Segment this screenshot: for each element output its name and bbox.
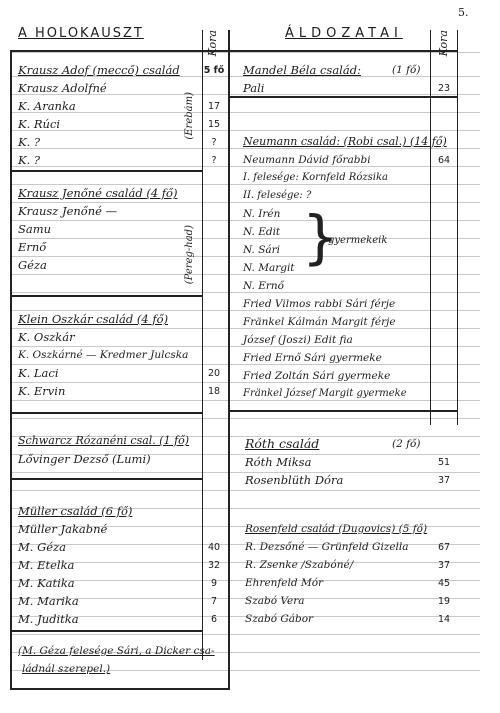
member-name: Fried Ernő Sári gyermeke bbox=[243, 352, 382, 364]
member-age: 51 bbox=[437, 457, 451, 468]
member-name: Samu bbox=[18, 222, 52, 236]
member-age: 40 bbox=[207, 542, 221, 553]
member-name: I. felesége: Kornfeld Rózsika bbox=[243, 172, 388, 183]
member-name: K. Aranka bbox=[18, 99, 76, 113]
member-name: R. Zsenke /Szabóné/ bbox=[245, 559, 354, 571]
member-name: K. ? bbox=[18, 135, 41, 149]
member-name: M. Géza bbox=[18, 540, 66, 554]
member-age: 20 bbox=[207, 368, 221, 379]
member-age: ? bbox=[211, 155, 217, 166]
member-name: K. Rúci bbox=[18, 117, 61, 131]
member-name: Fränkel József Margit gyermeke bbox=[243, 388, 407, 399]
member-name: K. ? bbox=[18, 153, 41, 167]
left-column-header: A HOLOKAUSZT bbox=[18, 26, 144, 41]
member-name: Fried Zoltán Sári gyermeke bbox=[243, 370, 391, 382]
family-title: Rosenfeld család (Dugovics) (5 fő) bbox=[245, 523, 428, 535]
family-title: Müller család (6 fő) bbox=[18, 504, 133, 518]
family-title: Krausz Adof (meccő) család bbox=[18, 63, 180, 77]
member-name: Szabó Gábor bbox=[245, 613, 314, 625]
member-age: 7 bbox=[210, 596, 218, 607]
member-name: K. Oszkár bbox=[18, 330, 75, 344]
member-name: M. Juditka bbox=[18, 612, 79, 626]
member-age: 9 bbox=[210, 578, 218, 589]
member-name: Szabó Vera bbox=[245, 595, 305, 607]
member-name: II. felesége: ? bbox=[243, 190, 312, 201]
member-name: Ehrenfeld Mór bbox=[245, 577, 324, 589]
member-name: K. Ervin bbox=[18, 384, 66, 398]
member-age: ? bbox=[211, 137, 217, 148]
side-note: (Erebám) bbox=[184, 92, 195, 140]
member-age: 18 bbox=[207, 386, 221, 397]
family-count: 5 fő bbox=[203, 65, 225, 76]
member-name: Pali bbox=[243, 81, 265, 95]
member-age: 23 bbox=[437, 83, 451, 94]
family-title: Krausz Jenőné család (4 fő) bbox=[18, 186, 178, 200]
member-name: Neumann Dávid főrabbi bbox=[243, 154, 371, 166]
member-name: Géza bbox=[18, 258, 47, 272]
member-age: 15 bbox=[207, 119, 221, 130]
children-brace: } bbox=[302, 203, 339, 271]
member-age: 67 bbox=[437, 542, 451, 553]
member-name: Krausz Jenőné — bbox=[18, 204, 118, 218]
right-kora-header: Kora bbox=[437, 30, 450, 57]
member-name: N. Ernő bbox=[243, 280, 284, 292]
family-title: Mandel Béla család: bbox=[243, 63, 361, 77]
member-age: 17 bbox=[207, 101, 221, 112]
member-name: R. Dezsőné — Grünfeld Gizella bbox=[245, 541, 409, 553]
family-title: Róth család bbox=[245, 436, 320, 451]
family-title: Klein Oszkár család (4 fő) bbox=[18, 312, 169, 326]
member-age: 32 bbox=[207, 560, 221, 571]
member-name: N. Irén bbox=[243, 208, 281, 220]
family-count: (1 fő) bbox=[392, 64, 421, 76]
member-name: Lővinger Dezső (Lumi) bbox=[18, 452, 151, 466]
member-age: 45 bbox=[437, 578, 451, 589]
member-name: Fried Vilmos rabbi Sári férje bbox=[243, 298, 396, 310]
member-age: 14 bbox=[437, 614, 451, 625]
member-age: 19 bbox=[437, 596, 451, 607]
member-name: K. Laci bbox=[18, 366, 59, 380]
left-kora-header: Kora bbox=[206, 30, 219, 57]
member-name: M. Marika bbox=[18, 594, 79, 608]
family-count: (2 fő) bbox=[392, 438, 421, 450]
side-note: (Pereg-had) bbox=[184, 225, 195, 285]
brace-label: gyermekeik bbox=[328, 235, 388, 246]
footnote-line: ládnál szerepel.) bbox=[22, 663, 111, 675]
right-column-header: ÁLDOZATAI bbox=[285, 26, 403, 41]
member-name: M. Katika bbox=[18, 576, 75, 590]
member-name: Róth Miksa bbox=[245, 455, 312, 469]
member-name: József (Joszi) Edit fia bbox=[243, 334, 353, 346]
footnote-line: (M. Géza felesége Sári, a Dicker csa- bbox=[18, 645, 215, 657]
member-age: 64 bbox=[437, 155, 451, 166]
member-name: N. Margit bbox=[243, 262, 295, 274]
member-age: 37 bbox=[437, 560, 451, 571]
page-number: 5. bbox=[458, 6, 469, 19]
member-age: 37 bbox=[437, 475, 451, 486]
member-name: M. Etelka bbox=[18, 558, 75, 572]
family-title: Schwarcz Rózanéni csal. (1 fő) bbox=[18, 434, 190, 447]
member-name: Krausz Adolfné bbox=[18, 81, 107, 95]
member-name: Ernő bbox=[18, 240, 47, 254]
family-title: Neumann család: (Robi csal.) (14 fő) bbox=[243, 135, 447, 148]
member-name: Rosenblüth Dóra bbox=[245, 473, 344, 487]
member-name: Müller Jakabné bbox=[18, 522, 108, 536]
member-name: N. Sári bbox=[243, 244, 281, 256]
member-name: K. Oszkárné — Kredmer Julcska bbox=[18, 349, 189, 361]
member-age: 6 bbox=[210, 614, 218, 625]
member-name: Fränkel Kálmán Margit férje bbox=[243, 316, 396, 328]
member-name: N. Edit bbox=[243, 226, 281, 238]
